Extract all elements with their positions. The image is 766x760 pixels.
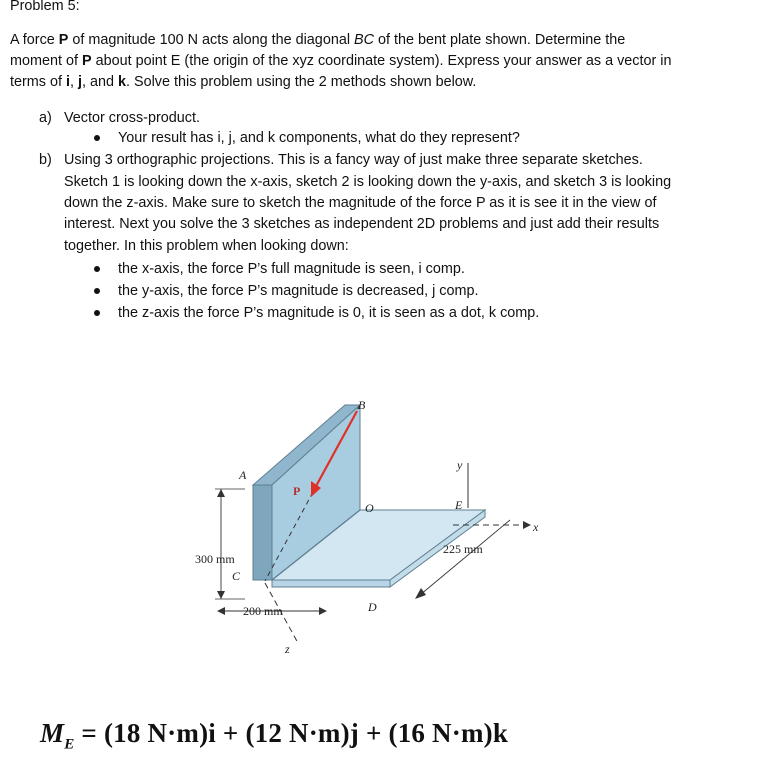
dim-arrow <box>217 591 225 599</box>
plus-sign: + <box>359 718 389 748</box>
bullet-dot <box>94 266 100 272</box>
dim-200mm: 200 mm <box>243 604 283 618</box>
statement-text: . Solve this problem using the 2 methods shown below. <box>126 74 477 90</box>
label-p: P <box>293 484 301 498</box>
dim-225mm: 225 mm <box>443 542 483 556</box>
x-axis-head <box>523 521 531 529</box>
statement-text: moment of <box>10 53 82 69</box>
part-b-line: Sketch 1 is looking down the x-axis, sketch 2 is looking down the y-axis, and sketch 3 is looking <box>64 174 672 190</box>
unit-vector-j: j <box>77 74 82 90</box>
label-d: D <box>368 600 377 614</box>
plate-front-edge <box>272 580 390 587</box>
label-c: C <box>232 569 241 583</box>
diagonal-symbol: BC <box>354 32 375 48</box>
dim-300mm: 300 mm <box>195 552 235 566</box>
dim-arrow <box>415 588 426 599</box>
label-z: z <box>285 642 290 656</box>
dim-arrow <box>217 607 225 615</box>
moment-subscript: E <box>64 736 75 753</box>
part-b-line: interest. Next you solve the 3 sketches as independent 2D problems and just add their results <box>64 216 660 232</box>
dim-arrow <box>319 607 327 615</box>
bent-plate-figure <box>185 385 555 660</box>
label-o: O <box>365 501 374 515</box>
statement-text: , <box>69 74 78 90</box>
moment-symbol: M <box>40 718 65 748</box>
force-symbol: P <box>58 32 69 48</box>
statement-text: , and <box>81 74 118 90</box>
plate-left-edge <box>253 485 272 580</box>
unit-vector-k: k <box>118 74 127 90</box>
statement-text: A force <box>10 32 59 48</box>
statement-line-3 <box>10 72 476 92</box>
statement-text: of the bent plate shown. Determine the <box>374 32 626 48</box>
part-b-line: together. In this problem when looking down: <box>64 238 349 254</box>
statement-line-2 <box>10 51 672 71</box>
i-component: (18 N·m)i <box>103 718 216 748</box>
label-x: x <box>533 520 539 534</box>
part-a-text: Vector cross-product. <box>64 110 200 126</box>
problem-title: Problem 5: <box>10 0 80 14</box>
part-b-marker: b) <box>39 152 52 168</box>
bullet-dot <box>94 310 100 316</box>
force-symbol: P <box>81 53 92 69</box>
equals-sign: = <box>74 718 104 748</box>
statement-text: of magnitude 100 N acts along the diagonal <box>68 32 355 48</box>
bullet-dot <box>94 135 100 141</box>
label-b: B <box>358 398 366 412</box>
dim-arrow <box>217 489 225 497</box>
bullet-dot <box>94 288 100 294</box>
statement-line-1 <box>10 30 625 50</box>
plus-sign: + <box>215 718 246 748</box>
part-b-line: down the z-axis. Make sure to sketch the magnitude of the force P as it is see it in the view of <box>64 195 657 211</box>
part-b-bullet: the x-axis, the force P’s full magnitude is seen, i comp. <box>118 261 465 277</box>
k-component: (16 N·m)k <box>388 718 509 748</box>
statement-text: about point E (the origin of the xyz coordinate system). Express your answer as a vector in <box>91 53 672 69</box>
part-b-bullet: the z-axis the force P’s magnitude is 0, it is seen as a dot, k comp. <box>118 305 540 321</box>
part-a-marker: a) <box>39 110 52 126</box>
label-y: y <box>457 458 463 472</box>
label-a: A <box>239 468 247 482</box>
part-b-line: Using 3 orthographic projections. This is a fancy way of just make three separate sketches. <box>64 152 643 168</box>
answer-equation <box>40 718 508 753</box>
part-b-bullet: the y-axis, the force P’s magnitude is decreased, j comp. <box>118 283 479 299</box>
part-a-bullet: Your result has i, j, and k components, what do they represent? <box>118 130 520 146</box>
unit-vector-i: i <box>65 74 70 90</box>
label-e: E <box>455 498 463 512</box>
j-component: (12 N·m)j <box>245 718 359 748</box>
statement-text: terms of <box>10 74 66 90</box>
